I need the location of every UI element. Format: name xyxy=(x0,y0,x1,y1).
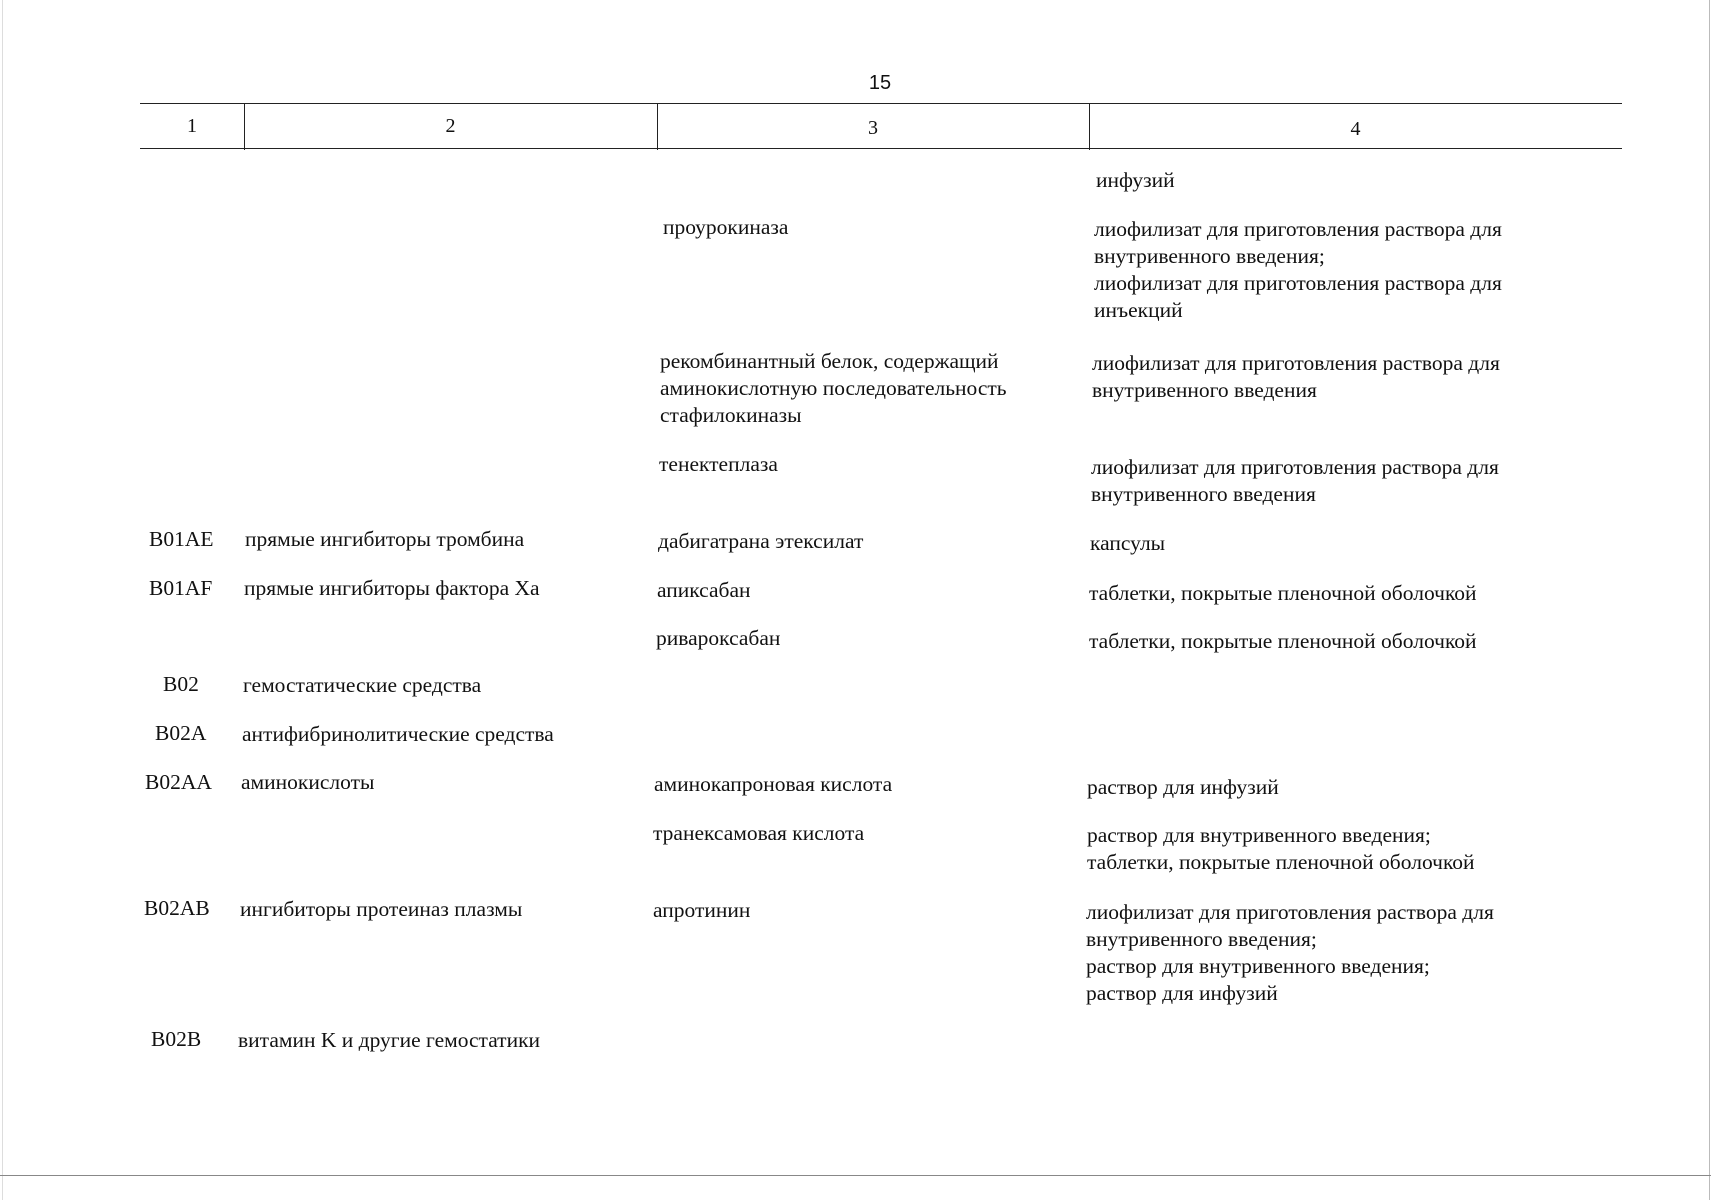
header-col-2: 2 xyxy=(445,115,456,137)
right-page-edge xyxy=(1709,0,1710,1200)
drug-name-cell: апротинин xyxy=(653,898,751,922)
header-col-1: 1 xyxy=(187,115,197,137)
group-name-cell: антифибринолитические средства xyxy=(242,722,554,746)
group-name-cell: прямые ингибиторы тромбина xyxy=(245,527,525,551)
drug-name-cell: апиксабан xyxy=(657,578,751,602)
release-form-cell: лиофилизат для приготовления раствора для внутривенного введения; раствор для внутривенного введения; раствор для инфузий xyxy=(1086,900,1494,1005)
page-number: 15 xyxy=(868,72,892,94)
atc-code-cell: B02B xyxy=(151,1027,202,1051)
atc-code-cell: B02AB xyxy=(144,896,210,920)
atc-code-cell: B02AA xyxy=(145,770,212,794)
drug-name-cell: ривароксабан xyxy=(656,626,781,650)
atc-code-cell: B01AF xyxy=(149,576,213,600)
release-form-cell: инфузий xyxy=(1096,168,1175,192)
drug-name-cell: рекомбинантный белок, содержащий аминокислотную последовательность стафилокиназы xyxy=(660,349,1007,427)
group-name-cell: ингибиторы протеиназ плазмы xyxy=(240,897,523,921)
group-name-cell: витамин K и другие гемостатики xyxy=(238,1028,541,1052)
drug-name-cell: аминокапроновая кислота xyxy=(654,772,893,796)
group-name-cell: прямые ингибиторы фактора Xa xyxy=(244,576,540,600)
drug-name-cell: транексамовая кислота xyxy=(653,821,865,845)
group-name-cell: гемостатические средства xyxy=(243,673,482,697)
group-name-cell: аминокислоты xyxy=(241,770,375,794)
atc-code-cell: B01AE xyxy=(149,527,214,551)
release-form-cell: таблетки, покрытые пленочной оболочкой xyxy=(1089,581,1477,605)
release-form-cell: лиофилизат для приготовления раствора для внутривенного введения xyxy=(1091,455,1499,506)
release-form-cell: раствор для внутривенного введения; таблетки, покрытые пленочной оболочкой xyxy=(1087,823,1475,874)
release-form-cell: лиофилизат для приготовления раствора для внутривенного введения; лиофилизат для приготовления раствора для инъекций xyxy=(1094,217,1502,322)
release-form-cell: таблетки, покрытые пленочной оболочкой xyxy=(1089,629,1477,653)
page-bottom-rule xyxy=(0,1175,1711,1176)
drug-name-cell: тенектеплаза xyxy=(659,452,778,476)
header-bottom-rule xyxy=(140,148,1622,149)
header-top-rule xyxy=(140,103,1622,104)
atc-code-cell: B02A xyxy=(155,721,207,745)
drug-name-cell: дабигатрана этексилат xyxy=(658,529,864,553)
release-form-cell: капсулы xyxy=(1090,531,1166,555)
drug-name-cell: проурокиназа xyxy=(663,215,789,239)
left-page-edge xyxy=(2,0,3,1200)
header-col-3: 3 xyxy=(868,117,878,139)
release-form-cell: раствор для инфузий xyxy=(1087,775,1279,799)
header-col-4: 4 xyxy=(1350,118,1361,140)
atc-code-cell: B02 xyxy=(163,672,199,696)
release-form-cell: лиофилизат для приготовления раствора для внутривенного введения xyxy=(1092,351,1500,402)
